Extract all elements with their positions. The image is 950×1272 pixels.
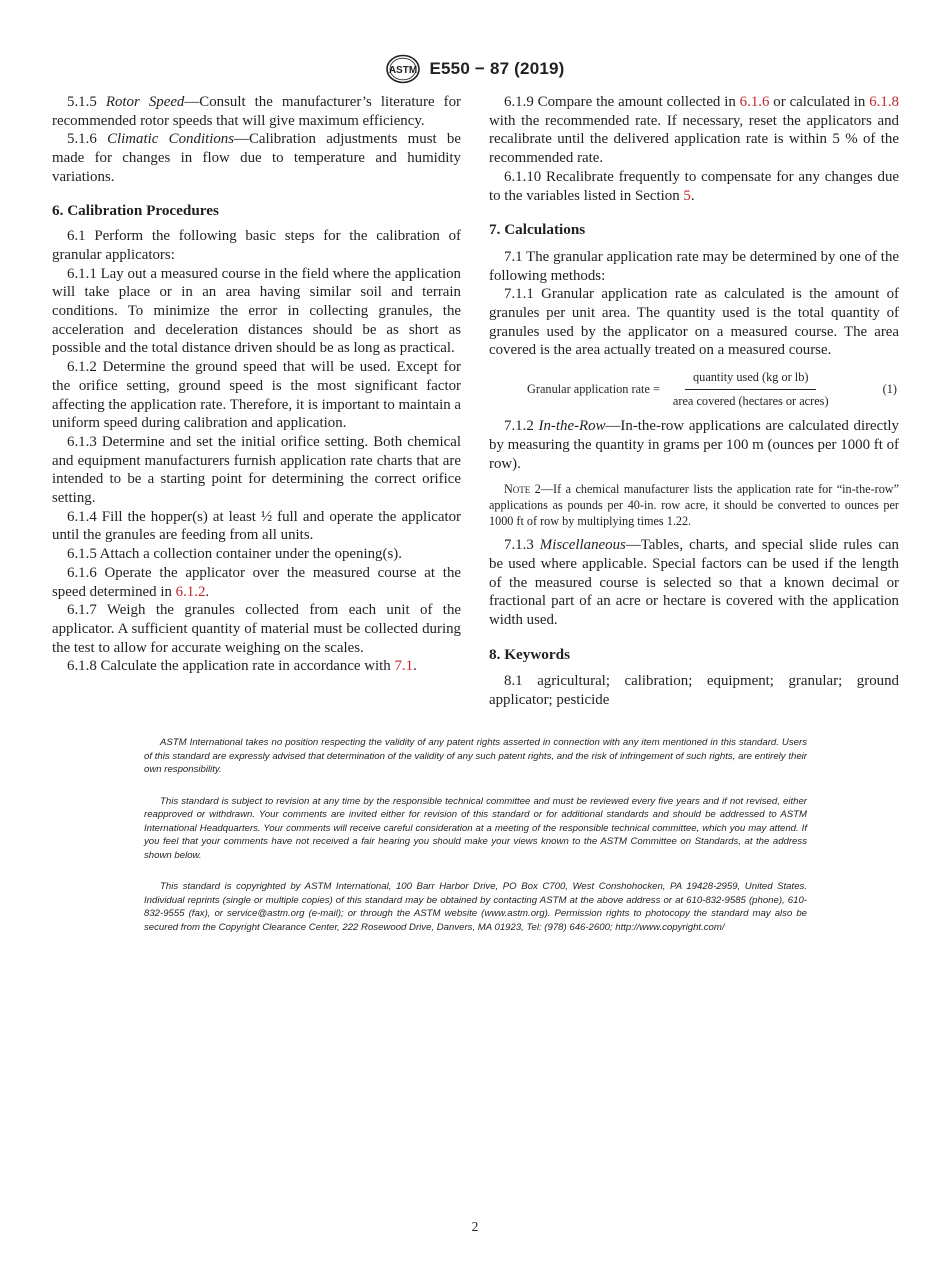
link-7-1[interactable]: 7.1	[394, 658, 414, 675]
link-6-1-6[interactable]: 6.1.6	[739, 94, 770, 110]
equation-label: Granular application rate =	[527, 381, 660, 396]
equation-number: (1)	[882, 381, 897, 396]
right-column	[489, 93, 899, 710]
section-6-heading: 6. Calibration Procedures	[52, 201, 219, 219]
paragraph-6-1-6: 6.1.6 Operate the applicator over the measured course at the speed determined in 6.1.2.	[52, 564, 461, 600]
paragraph-6-1-7: 6.1.7 Weigh the granules collected from each unit of the applicator. A sufficient quantity of material must be collected during the test to allow for accurate weighing on the scales.	[52, 602, 461, 656]
astm-logo	[385, 54, 421, 84]
page-number: 2	[471, 1219, 479, 1234]
paragraph-5-1-5: 5.1.5 Rotor Speed—Consult the manufacturer’s literature for recommended rotor speeds that will give maximum efficiency.	[52, 94, 461, 129]
footer-revision-notice: This standard is subject to revision at any time by the responsible technical committee and must be reviewed every five years and if not revised, either reapproved or withdrawn. Your comments are invited either for revision of this standard or for additional standards and should be addressed to ASTM International Headquarters. Your comments will receive careful consideration at a meeting of the responsible technical committee, which you may attend. If you feel that your comments have not received a fair hearing you should make your views known to the ASTM Committee on Standards, at the address shown below.	[144, 795, 807, 861]
paragraph-7-1: 7.1 The granular application rate may be determined by one of the following methods:	[489, 248, 899, 284]
paragraph-6-1-9: 6.1.9 Compare the amount collected in 6.1.6 or calculated in 6.1.8 with the recommended rate. If necessary, reset the applicators and recalibrate until the delivered application rate is within 5 % of the recommended rate.	[489, 94, 899, 167]
equation-fraction	[665, 368, 837, 410]
paragraph-7-1-1: 7.1.1 Granular application rate as calculated is the amount of granules per unit area. The quantity used is the total quantity of granules used by the applicator on a measured course. The area covered is the area actually treated on a measured course.	[489, 286, 899, 359]
paragraph-6-1-3: 6.1.3 Determine and set the initial orifice setting. Both chemical and equipment manufacturers furnish application rate charts that are intended to be a starting point for determining the correct orifice setting.	[52, 433, 461, 507]
paragraph-6-1-4: 6.1.4 Fill the hopper(s) at least ½ full and operate the applicator until the granules are feeding from all units.	[52, 508, 461, 544]
paragraph-6-1-5: 6.1.5 Attach a collection container under the opening(s).	[67, 546, 402, 563]
svg-text:ASTM: ASTM	[389, 65, 418, 76]
footer-copyright-notice: This standard is copyrighted by ASTM International, 100 Barr Harbor Drive, PO Box C700, West Conshohocken, PA 19428-2959, United States. Individual reprints (single or multiple copies) of this standard may be obtained by contacting ASTM at the above address or at 610-832-9585 (phone), 610-832-9555 (fax), or service@astm.org (e-mail); or through the ASTM website (www.astm.org). Permission rights to photocopy the standard may also be secured from the Copyright Clearance Center, 222 Rosewood Drive, Danvers, MA 01923, Tel: (978) 646-2600; http://www.copyright.com/	[144, 881, 807, 933]
paragraph-6-1-10: 6.1.10 Recalibrate frequently to compensate for any changes due to the variables listed in Section 5.	[489, 168, 899, 204]
section-8-heading: 8. Keywords	[489, 645, 570, 663]
paragraph-6-1-8: 6.1.8 Calculate the application rate in accordance with 7.1.	[67, 658, 417, 675]
equation-1	[489, 367, 899, 411]
page-header	[0, 52, 950, 86]
paragraph-7-1-2: 7.1.2 In-the-Row—In-the-row applications are calculated directly by measuring the quantity in grams per 100 m (ounces per 1000 ft of row).	[489, 418, 899, 472]
paragraph-7-1-3: 7.1.3 Miscellaneous—Tables, charts, and special slide rules can be used where applicable. Special factors can be used if the length of the measured course is selected so that a known decimal or fractional part of an acre or hectare is covered with the application width used.	[489, 537, 899, 629]
paragraph-6-1-1: 6.1.1 Lay out a measured course in the field where the application will take place or in an area having similar soil and terrain conditions. To minimize the error in collecting granules, the acceleration and deceleration distances should be as short as possible and the total distance driven should be as long as practical.	[52, 265, 461, 357]
footer-patent-notice: ASTM International takes no position respecting the validity of any patent rights asserted in connection with any item mentioned in this standard. Users of this standard are expressly advised that determination of the validity of any such patent rights, and the risk of infringement of such rights, are entirely their own responsibility.	[144, 737, 807, 775]
equation-numerator: quantity used (kg or lb)	[685, 368, 816, 390]
paragraph-6-1: 6.1 Perform the following basic steps for the calibration of granular applicators:	[52, 228, 461, 263]
link-6-1-2[interactable]: 6.1.2	[175, 583, 206, 600]
legal-footer	[144, 736, 807, 952]
document-designation: E550 − 87 (2019)	[429, 59, 565, 78]
link-6-1-8[interactable]: 6.1.8	[869, 94, 899, 110]
paragraph-6-1-2: 6.1.2 Determine the ground speed that will be used. Except for the orifice setting, ground speed is the most significant factor affecting the application rate. Therefore, it is important to maintain a uniform speed during calibration and application.	[52, 359, 461, 432]
equation-denominator: area covered (hectares or acres)	[672, 393, 829, 408]
left-column	[52, 93, 461, 676]
section-7-heading: 7. Calculations	[489, 221, 586, 239]
note-2: Note 2—If a chemical manufacturer lists the application rate for “in-the-row” applications as pounds per 40-in. row acre, it should be converted to ounces per 1000 ft of row by multiplying times 1.22.	[489, 482, 899, 529]
paragraph-8-1: 8.1 agricultural; calibration; equipment; granular; ground applicator; pesticide	[489, 673, 899, 709]
link-section-5[interactable]: 5	[683, 187, 691, 204]
paragraph-5-1-6: 5.1.6 Climatic Conditions—Calibration adjustments must be made for changes in flow due to temperature and humidity variations.	[52, 131, 461, 185]
